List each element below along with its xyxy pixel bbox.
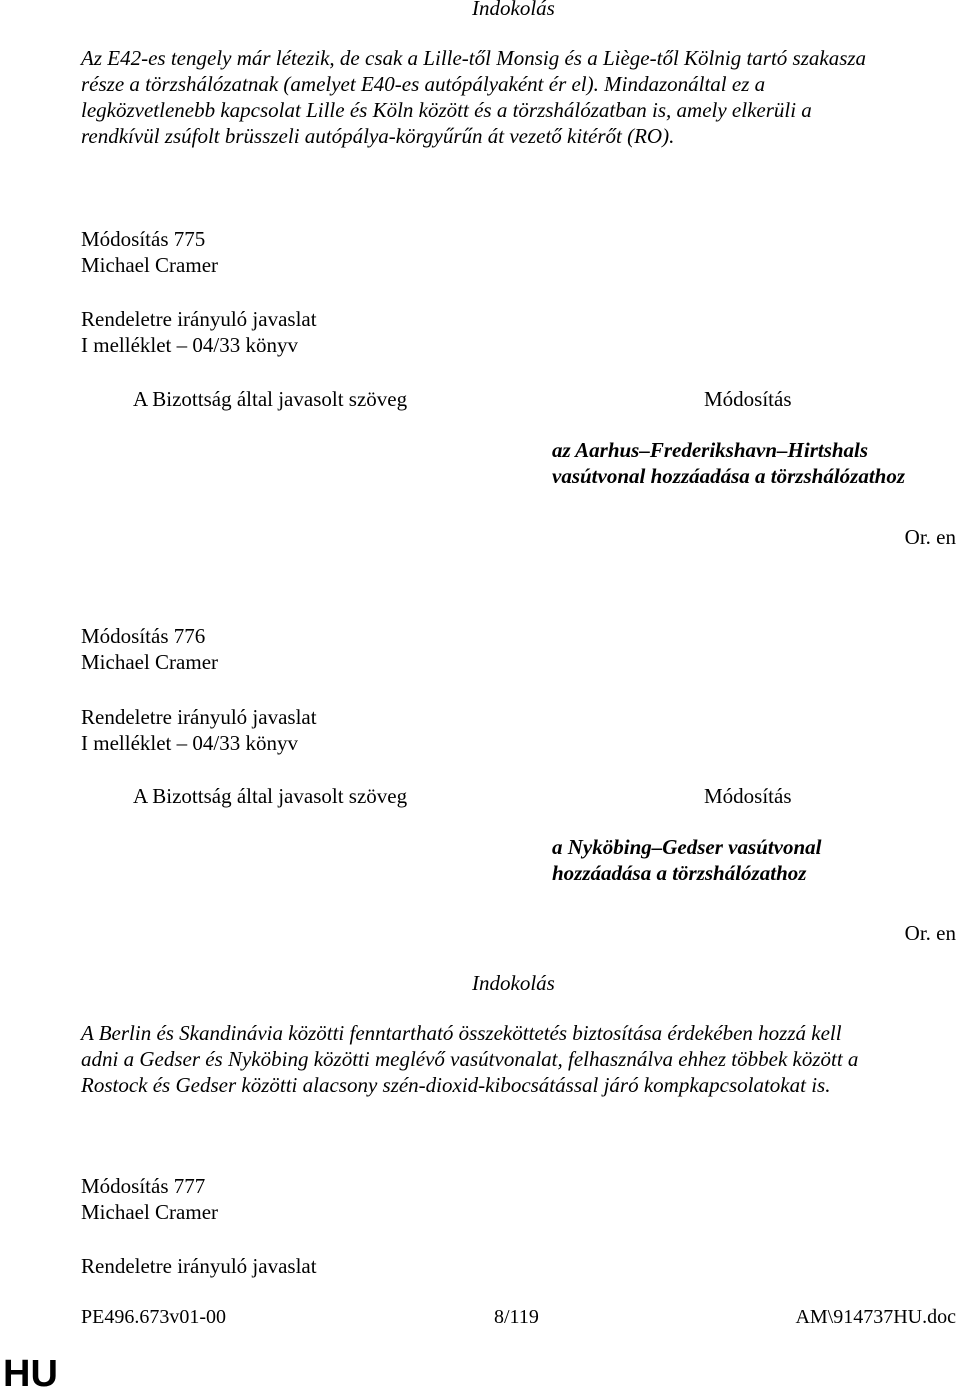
amendment-number: Módosítás 776 [81, 624, 206, 648]
language-code: HU [3, 1353, 58, 1395]
amendment-text-line: hozzáadása a törzshálózathoz [552, 861, 807, 885]
amendment-number: Módosítás 777 [81, 1174, 206, 1198]
column-heading-commission: A Bizottság által javasolt szöveg [133, 784, 408, 808]
justification-line: rendkívül zsúfolt brüsszeli autópálya-körgyűrűn át vezető kitérőt (RO). [81, 124, 675, 148]
justification-line: része a törzshálózatnak (amelyet E40-es autópályaként ér el). Mindazonáltal ez a [81, 72, 766, 96]
justification-line: legközvetlenebb kapcsolat Lille és Köln között és a törzshálózatban is, amely elkerüli a [81, 98, 812, 122]
justification-line: Rostock és Gedser közötti alacsony szén-dioxid-kibocsátással járó kompkapcsolatokat is. [81, 1073, 831, 1097]
justification-line: Az E42-es tengely már létezik, de csak a Lille-től Monsig és a Liège-től Kölnig tartó szakasza [81, 46, 867, 70]
original-language: Or. en [904, 921, 956, 945]
column-heading-commission: A Bizottság által javasolt szöveg [133, 387, 408, 411]
column-heading-amendment: Módosítás [704, 784, 792, 808]
justification-heading: Indokolás [472, 971, 555, 995]
amendment-text-line: a Nyköbing–Gedser vasútvonal [552, 835, 822, 859]
original-language: Or. en [904, 525, 956, 549]
amendment-number: Módosítás 775 [81, 227, 206, 251]
justification-heading: Indokolás [472, 0, 555, 20]
amendment-author: Michael Cramer [81, 1200, 219, 1224]
proposal-reference: I melléklet – 04/33 könyv [81, 333, 298, 357]
justification-text [81, 1020, 953, 1098]
proposal-title: Rendeletre irányuló javaslat [81, 1254, 317, 1278]
proposal-title: Rendeletre irányuló javaslat [81, 307, 317, 331]
amendment-text-line: az Aarhus–Frederikshavn–Hirtshals [552, 438, 869, 462]
proposal-reference: I melléklet – 04/33 könyv [81, 731, 298, 755]
proposal-title: Rendeletre irányuló javaslat [81, 705, 317, 729]
footer-file-name: AM\914737HU.doc [795, 1306, 956, 1328]
amendment-author: Michael Cramer [81, 253, 219, 277]
amendment-author: Michael Cramer [81, 650, 219, 674]
column-heading-amendment: Módosítás [704, 387, 792, 411]
justification-line: A Berlin és Skandinávia közötti fenntartható összeköttetés biztosítása érdekében hozzá kell [81, 1021, 842, 1045]
justification-text [81, 45, 953, 149]
footer-doc-ref: PE496.673v01-00 [81, 1306, 226, 1328]
justification-line: adni a Gedser és Nyköbing közötti meglévő vasútvonalat, felhasználva ehhez többek között a [81, 1047, 859, 1071]
footer-page-number: 8/119 [494, 1306, 539, 1328]
amendment-text-line: vasútvonal hozzáadása a törzshálózathoz [552, 464, 906, 488]
